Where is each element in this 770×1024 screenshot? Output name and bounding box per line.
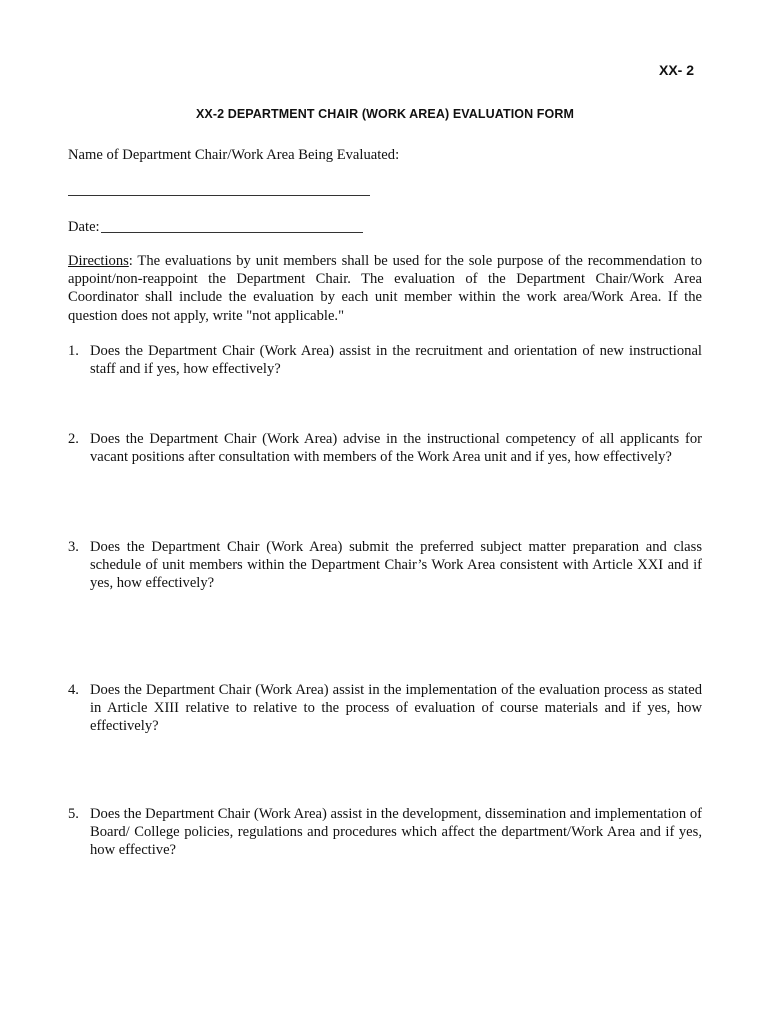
directions-paragraph <box>68 252 702 325</box>
question-text: Does the Department Chair (Work Area) assist in the recruitment and orientation of new instructional staff and if yes, how effectively? <box>90 343 702 378</box>
form-title: XX-2 DEPARTMENT CHAIR (WORK AREA) EVALUATION FORM <box>195 107 575 121</box>
question-text: Does the Department Chair (Work Area) submit the preferred subject matter preparation and class schedule of unit members within the Department Chair’s Work Area consistent with Article XXI and if yes, how effectively? <box>90 539 702 592</box>
question-item <box>68 342 702 378</box>
question-number: 3. <box>68 539 79 555</box>
directions-text: : The evaluations by unit members shall be used for the sole purpose of the recommendation to appoint/non-reappoint the Department Chair. The evaluation of the Department Chair/Work Area Coordinator shall include the evaluation by each unit member within the work area/Work Area. If the question does not apply, write "not applicable." <box>68 253 702 324</box>
question-number: 5. <box>68 806 79 822</box>
name-fill-line[interactable] <box>68 195 370 196</box>
question-number: 2. <box>68 431 79 447</box>
question-item <box>68 681 702 736</box>
directions-label: Directions <box>68 253 129 269</box>
page-identifier: XX- 2 <box>658 62 694 78</box>
question-item <box>68 805 702 860</box>
question-number: 1. <box>68 343 79 359</box>
question-number: 4. <box>68 682 79 698</box>
date-field-label: Date: <box>68 219 100 235</box>
name-field-label: Name of Department Chair/Work Area Being Evaluated: <box>68 147 400 163</box>
question-text: Does the Department Chair (Work Area) assist in the implementation of the evaluation process as stated in Article XIII relative to relative to the process of evaluation of course materials and if yes, how effectively? <box>90 682 702 735</box>
question-text: Does the Department Chair (Work Area) advise in the instructional competency of all applicants for vacant positions after consultation with members of the Work Area unit and if yes, how effectively? <box>90 431 702 466</box>
question-text: Does the Department Chair (Work Area) assist in the development, dissemination and implementation of Board/ College policies, regulations and procedures which affect the department/Work Area and if yes, how effective? <box>90 806 702 859</box>
question-item <box>68 430 702 466</box>
date-fill-line[interactable] <box>101 232 363 233</box>
date-field <box>68 218 363 236</box>
question-item <box>68 538 702 593</box>
